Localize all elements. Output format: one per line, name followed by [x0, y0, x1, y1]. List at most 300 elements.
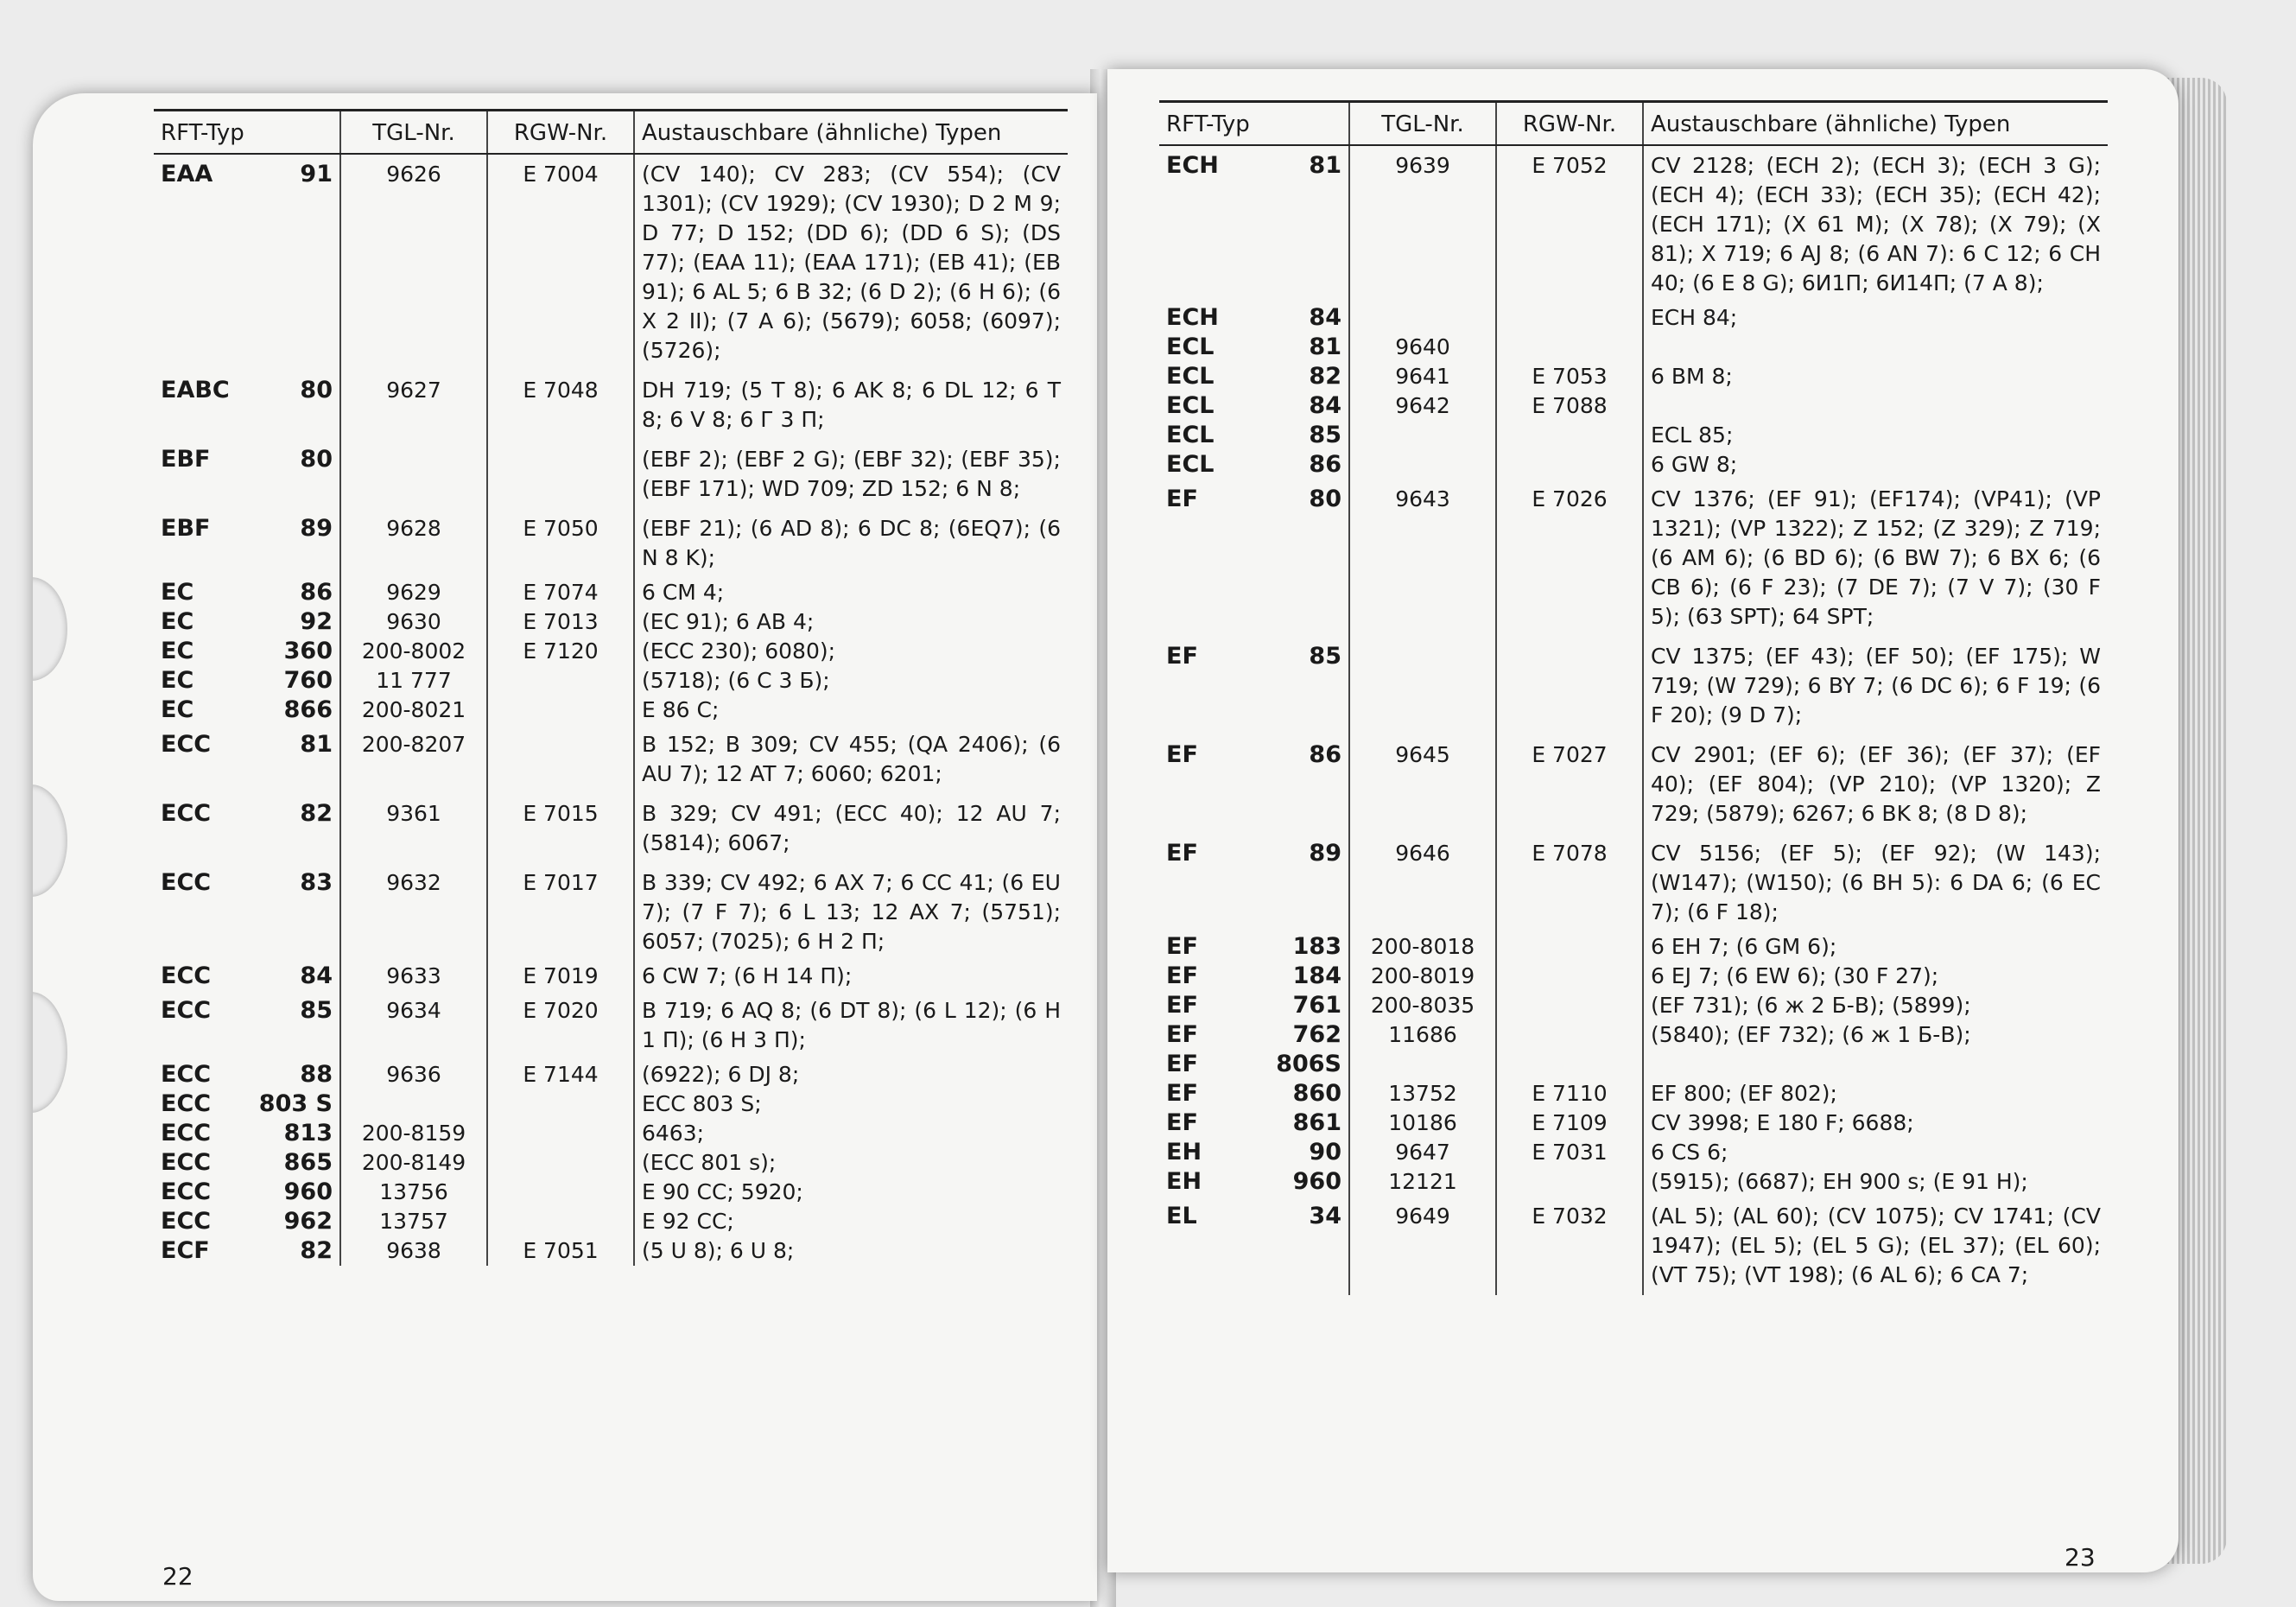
tube-type — [1159, 391, 1349, 421]
rgw-number: E 7120 — [487, 637, 634, 666]
tube-type — [1159, 1050, 1349, 1079]
tube-family: ECL — [1166, 392, 1215, 419]
tgl-number: 9646 — [1349, 834, 1496, 932]
tube-suffix: 866 — [283, 696, 333, 723]
tube-type — [1159, 735, 1349, 834]
tube-suffix: 813 — [283, 1120, 333, 1146]
tube-family: ECC — [161, 731, 212, 758]
tube-type — [1159, 932, 1349, 962]
tgl-number: 9645 — [1349, 735, 1496, 834]
rgw-number: E 7078 — [1496, 834, 1643, 932]
tube-suffix: 92 — [300, 608, 333, 635]
tube-family: EC — [161, 667, 194, 694]
table-row — [1159, 991, 2108, 1020]
tgl-number — [1349, 303, 1496, 333]
tube-type — [1159, 362, 1349, 391]
tube-type — [154, 962, 340, 991]
tgl-number: 9626 — [340, 154, 487, 371]
tube-family: ECC — [161, 869, 212, 896]
tube-family: EBF — [161, 515, 211, 542]
tgl-number: 9634 — [340, 991, 487, 1060]
tgl-number: 200-8021 — [340, 696, 487, 725]
tube-type — [154, 1089, 340, 1119]
alternatives: (5915); (6687); EH 900 s; (E 91 H); — [1643, 1167, 2108, 1197]
tgl-number: 9643 — [1349, 480, 1496, 637]
table-row — [1159, 450, 2108, 480]
alternatives: E 92 CC; — [634, 1207, 1068, 1236]
tube-suffix: 85 — [300, 997, 333, 1024]
alternatives — [1643, 333, 2108, 362]
tube-suffix: 81 — [1309, 152, 1341, 179]
alternatives: ECL 85; — [1643, 421, 2108, 450]
alternatives: B 719; 6 AQ 8; (6 DT 8); (6 L 12); (6 H 1 П); (6 H 3 П); — [634, 991, 1068, 1060]
tgl-number: 13756 — [340, 1178, 487, 1207]
tube-suffix: 82 — [1309, 363, 1341, 390]
tube-suffix: 803 S — [258, 1090, 333, 1117]
tube-suffix: 85 — [1309, 422, 1341, 448]
rgw-number — [1496, 637, 1643, 735]
alternatives: (AL 5); (AL 60); (CV 1075); CV 1741; (CV 1947); (EL 5); (EL 5 G); (EL 37); (EL 60); (VT 75); (VT 198); (6 AL 6); 6 CA 7; — [1643, 1197, 2108, 1295]
tube-family: EH — [1166, 1139, 1202, 1166]
tgl-number: 9647 — [1349, 1138, 1496, 1167]
table-row — [154, 637, 1068, 666]
table-row — [154, 962, 1068, 991]
rgw-number: E 7053 — [1496, 362, 1643, 391]
table-row — [154, 509, 1068, 578]
col-header-rgw: RGW-Nr. — [1496, 102, 1643, 146]
tube-family: ECC — [161, 1208, 212, 1235]
thumb-index-notch — [33, 992, 67, 1113]
rgw-number — [487, 725, 634, 794]
tube-family: EF — [1166, 933, 1198, 960]
table-row — [154, 1148, 1068, 1178]
table-row — [154, 696, 1068, 725]
tube-family: EF — [1166, 741, 1198, 768]
tube-family: EC — [161, 608, 194, 635]
col-header-rft: RFT-Typ — [154, 111, 340, 155]
rgw-number: E 7050 — [487, 509, 634, 578]
table-row — [154, 1207, 1068, 1236]
tube-suffix: 960 — [283, 1178, 333, 1205]
tube-family: ECL — [1166, 451, 1215, 478]
tgl-number: 9639 — [1349, 145, 1496, 303]
tube-family: EF — [1166, 1109, 1198, 1136]
alternatives: CV 1376; (EF 91); (EF174); (VP41); (VP 1321); (VP 1322); Z 152; (Z 329); Z 719; (6 AM 6); (6 BD 6); (6 BW 7); 6 BX 6; (6 CB 6); (6 F 23); (7 DE 7); (7 V 7); (30 F 5); (63 SPT); 64 SPT; — [1643, 480, 2108, 637]
rgw-number — [1496, 333, 1643, 362]
table-row — [154, 794, 1068, 863]
table-row — [154, 863, 1068, 962]
alternatives: 6 CW 7; (6 H 14 П); — [634, 962, 1068, 991]
tube-suffix: 85 — [1309, 643, 1341, 670]
tube-suffix: 80 — [300, 446, 333, 473]
tgl-number: 12121 — [1349, 1167, 1496, 1197]
tube-type — [154, 607, 340, 637]
alternatives: 6 EH 7; (6 GM 6); — [1643, 932, 2108, 962]
alternatives: CV 3998; E 180 F; 6688; — [1643, 1108, 2108, 1138]
rgw-number — [487, 1119, 634, 1148]
alternatives: ECC 803 S; — [634, 1089, 1068, 1119]
tube-type — [1159, 145, 1349, 303]
table-row — [1159, 1167, 2108, 1197]
tube-suffix: 90 — [1309, 1139, 1341, 1166]
alternatives: 6 EJ 7; (6 EW 6); (30 F 27); — [1643, 962, 2108, 991]
tube-suffix: 865 — [283, 1149, 333, 1176]
table-row — [154, 1119, 1068, 1148]
rgw-number — [1496, 1050, 1643, 1079]
rgw-number: E 7052 — [1496, 145, 1643, 303]
table-row — [1159, 735, 2108, 834]
tgl-number: 10186 — [1349, 1108, 1496, 1138]
rgw-number — [487, 696, 634, 725]
rgw-number — [1496, 1167, 1643, 1197]
table-row — [1159, 1197, 2108, 1295]
table-row — [1159, 1138, 2108, 1167]
tube-family: EC — [161, 579, 194, 606]
table-row — [1159, 391, 2108, 421]
tube-type — [154, 991, 340, 1060]
rgw-number: E 7013 — [487, 607, 634, 637]
table-row — [1159, 637, 2108, 735]
table-row — [1159, 962, 2108, 991]
tube-suffix: 960 — [1292, 1168, 1341, 1195]
tube-family: ECL — [1166, 422, 1215, 448]
alternatives: (ECC 230); 6080); — [634, 637, 1068, 666]
tube-family: ECC — [161, 1090, 212, 1117]
table-row — [1159, 1108, 2108, 1138]
alternatives: (ECC 801 s); — [634, 1148, 1068, 1178]
alternatives: (CV 140); CV 283; (CV 554); (CV 1301); (CV 1929); (CV 1930); D 2 M 9; D 77; D 152; (DD 6); (DD 6 S); (DS 77); (EAA 11); (EAA 171); (EB 41); (EB 91); 6 AL 5; 6 B 32; (6 D 2); (6 H 6); (6 X 2 II); (7 A 6); (5679); 6058; (6097); (5726); — [634, 154, 1068, 371]
tube-type — [154, 1119, 340, 1148]
tgl-number: 200-8018 — [1349, 932, 1496, 962]
alternatives: 6 CS 6; — [1643, 1138, 2108, 1167]
table-row — [1159, 362, 2108, 391]
col-header-tgl: TGL-Nr. — [340, 111, 487, 155]
tube-suffix: 88 — [300, 1061, 333, 1088]
tube-family: ECL — [1166, 333, 1215, 360]
table-row — [154, 666, 1068, 696]
tube-type — [154, 509, 340, 578]
tube-suffix: 860 — [1292, 1080, 1341, 1107]
tube-type — [154, 1178, 340, 1207]
table-row — [1159, 421, 2108, 450]
rgw-number — [487, 1089, 634, 1119]
tube-type — [154, 440, 340, 509]
tube-suffix: 80 — [1309, 486, 1341, 512]
tgl-number: 11 777 — [340, 666, 487, 696]
rgw-number — [1496, 1020, 1643, 1050]
table-row — [154, 1178, 1068, 1207]
alternatives: (5840); (EF 732); (6 ж 1 Б-В); — [1643, 1020, 2108, 1050]
tgl-number: 9640 — [1349, 333, 1496, 362]
alternatives: ECH 84; — [1643, 303, 2108, 333]
table-row — [154, 1089, 1068, 1119]
tube-family: ECH — [1166, 304, 1219, 331]
tgl-number: 9629 — [340, 578, 487, 607]
tube-suffix: 360 — [283, 638, 333, 664]
tube-family: EL — [1166, 1203, 1197, 1229]
tgl-number: 200-8002 — [340, 637, 487, 666]
tube-type — [154, 1207, 340, 1236]
col-header-tgl: TGL-Nr. — [1349, 102, 1496, 146]
alternatives: 6463; — [634, 1119, 1068, 1148]
alternatives: B 152; B 309; CV 455; (QA 2406); (6 AU 7); 12 AT 7; 6060; 6201; — [634, 725, 1068, 794]
alternatives: B 329; CV 491; (ECC 40); 12 AU 7; (5814); 6067; — [634, 794, 1068, 863]
tgl-number: 9627 — [340, 371, 487, 440]
rgw-number — [1496, 991, 1643, 1020]
tube-type — [154, 794, 340, 863]
tube-type — [1159, 962, 1349, 991]
table-row — [1159, 1050, 2108, 1079]
rgw-number — [1496, 962, 1643, 991]
tube-type — [154, 863, 340, 962]
tube-suffix: 962 — [283, 1208, 333, 1235]
rgw-number: E 7015 — [487, 794, 634, 863]
table-row — [1159, 1020, 2108, 1050]
table-row — [1159, 480, 2108, 637]
page-number: 22 — [162, 1562, 193, 1591]
rgw-number: E 7074 — [487, 578, 634, 607]
tube-type — [154, 371, 340, 440]
tube-type — [1159, 1138, 1349, 1167]
alternatives: (EC 91); 6 AB 4; — [634, 607, 1068, 637]
tube-type — [1159, 303, 1349, 333]
table-row — [154, 607, 1068, 637]
tube-suffix: 84 — [1309, 304, 1341, 331]
tube-type — [1159, 834, 1349, 932]
rgw-number: E 7109 — [1496, 1108, 1643, 1138]
tube-family: ECL — [1166, 363, 1215, 390]
tube-suffix: 183 — [1292, 933, 1341, 960]
rgw-number — [1496, 421, 1643, 450]
thumb-index-notch — [33, 577, 67, 681]
rgw-number: E 7027 — [1496, 735, 1643, 834]
alternatives: 6 GW 8; — [1643, 450, 2108, 480]
alternatives: DH 719; (5 T 8); 6 AK 8; 6 DL 12; 6 T 8; 6 V 8; 6 Г 3 П; — [634, 371, 1068, 440]
alternatives: CV 1375; (EF 43); (EF 50); (EF 175); W 719; (W 729); 6 BY 7; (6 DC 6); 6 F 19; (6 F 20); (9 D 7); — [1643, 637, 2108, 735]
tube-family: ECC — [161, 1061, 212, 1088]
tube-suffix: 84 — [1309, 392, 1341, 419]
tube-type — [1159, 1079, 1349, 1108]
tgl-number: 9641 — [1349, 362, 1496, 391]
tube-type — [1159, 333, 1349, 362]
tgl-number: 9633 — [340, 962, 487, 991]
tgl-number: 200-8019 — [1349, 962, 1496, 991]
tube-type — [1159, 1108, 1349, 1138]
tube-suffix: 91 — [300, 161, 333, 187]
tgl-number — [1349, 450, 1496, 480]
thumb-index-notch — [33, 784, 67, 897]
tube-suffix: 34 — [1309, 1203, 1341, 1229]
alternatives: (5 U 8); 6 U 8; — [634, 1236, 1068, 1266]
rgw-number: E 7144 — [487, 1060, 634, 1089]
alternatives: E 90 CC; 5920; — [634, 1178, 1068, 1207]
tgl-number: 9636 — [340, 1060, 487, 1089]
tube-suffix: 81 — [1309, 333, 1341, 360]
rgw-number — [487, 440, 634, 509]
rgw-number — [487, 666, 634, 696]
tube-type — [154, 154, 340, 371]
tube-family: EF — [1166, 1021, 1198, 1048]
tube-suffix: 184 — [1292, 962, 1341, 989]
tgl-number: 13757 — [340, 1207, 487, 1236]
tube-suffix: 806S — [1276, 1051, 1341, 1077]
table-row — [154, 578, 1068, 607]
tube-suffix: 89 — [1309, 840, 1341, 867]
tube-suffix: 760 — [283, 667, 333, 694]
rgw-number — [487, 1178, 634, 1207]
rgw-number — [1496, 932, 1643, 962]
col-header-rft: RFT-Typ — [1159, 102, 1349, 146]
rgw-number — [487, 1207, 634, 1236]
tgl-number: 9638 — [340, 1236, 487, 1266]
tube-type — [1159, 421, 1349, 450]
tgl-number: 200-8035 — [1349, 991, 1496, 1020]
rgw-number: E 7088 — [1496, 391, 1643, 421]
rgw-number: E 7048 — [487, 371, 634, 440]
tube-family: ECC — [161, 1120, 212, 1146]
tube-table-right — [1159, 100, 2108, 1295]
rgw-number: E 7017 — [487, 863, 634, 962]
tgl-number: 9628 — [340, 509, 487, 578]
alternatives: EF 800; (EF 802); — [1643, 1079, 2108, 1108]
tgl-number: 9632 — [340, 863, 487, 962]
tgl-number: 200-8159 — [340, 1119, 487, 1148]
tube-suffix: 86 — [1309, 451, 1341, 478]
alternatives: (5718); (6 C 3 Б); — [634, 666, 1068, 696]
table-row — [1159, 932, 2108, 962]
tube-family: EAA — [161, 161, 213, 187]
rgw-number: E 7032 — [1496, 1197, 1643, 1295]
tube-suffix: 81 — [300, 731, 333, 758]
tgl-number — [1349, 1050, 1496, 1079]
table-row — [154, 725, 1068, 794]
tube-family: EBF — [161, 446, 211, 473]
tgl-number: 9642 — [1349, 391, 1496, 421]
table-row — [1159, 834, 2108, 932]
tube-family: ECC — [161, 997, 212, 1024]
tgl-number: 9649 — [1349, 1197, 1496, 1295]
tube-family: ECC — [161, 1178, 212, 1205]
tube-type — [154, 696, 340, 725]
alternatives: (EBF 2); (EBF 2 G); (EBF 32); (EBF 35); (EBF 171); WD 709; ZD 152; 6 N 8; — [634, 440, 1068, 509]
left-page — [33, 93, 1097, 1601]
tube-family: ECH — [1166, 152, 1219, 179]
tube-family: EF — [1166, 840, 1198, 867]
tube-family: EF — [1166, 643, 1198, 670]
tube-type — [154, 1236, 340, 1266]
tube-family: EC — [161, 638, 194, 664]
tube-suffix: 86 — [300, 579, 333, 606]
table-row — [154, 991, 1068, 1060]
tube-family: ECC — [161, 1149, 212, 1176]
table-row — [1159, 333, 2108, 362]
tgl-number: 9630 — [340, 607, 487, 637]
tube-family: ECC — [161, 800, 212, 827]
tube-suffix: 762 — [1292, 1021, 1341, 1048]
rgw-number: E 7020 — [487, 991, 634, 1060]
right-page — [1107, 69, 2179, 1572]
rgw-number — [1496, 450, 1643, 480]
rgw-number: E 7110 — [1496, 1079, 1643, 1108]
tube-type — [154, 1060, 340, 1089]
tgl-number: 11686 — [1349, 1020, 1496, 1050]
alternatives: CV 5156; (EF 5); (EF 92); (W 143); (W147); (W150); (6 BH 5): 6 DA 6; (6 EC 7); (6 F 18); — [1643, 834, 2108, 932]
tube-suffix: 84 — [300, 962, 333, 989]
tube-suffix: 82 — [300, 1237, 333, 1264]
tube-suffix: 83 — [300, 869, 333, 896]
tgl-number: 200-8207 — [340, 725, 487, 794]
tgl-number: 9361 — [340, 794, 487, 863]
alternatives: 6 CM 4; — [634, 578, 1068, 607]
alternatives — [1643, 1050, 2108, 1079]
tube-type — [1159, 637, 1349, 735]
alternatives: (EBF 21); (6 AD 8); 6 DC 8; (6EQ7); (6 N 8 K); — [634, 509, 1068, 578]
alternatives: (EF 731); (6 ж 2 Б-В); (5899); — [1643, 991, 2108, 1020]
tube-type — [154, 1148, 340, 1178]
tube-family: EF — [1166, 1051, 1198, 1077]
table-row — [1159, 145, 2108, 303]
page-number: 23 — [2064, 1543, 2096, 1572]
table-row — [154, 440, 1068, 509]
tube-family: EF — [1166, 962, 1198, 989]
tgl-number — [1349, 637, 1496, 735]
rgw-number: E 7031 — [1496, 1138, 1643, 1167]
alternatives: CV 2901; (EF 6); (EF 36); (EF 37); (EF 40); (EF 804); (VP 210); (VP 1320); Z 729; (5879); 6267; 6 BK 8; (8 D 8); — [1643, 735, 2108, 834]
table-row — [1159, 1079, 2108, 1108]
tube-suffix: 80 — [300, 377, 333, 403]
table-row — [154, 154, 1068, 371]
rgw-number: E 7004 — [487, 154, 634, 371]
alternatives: 6 BM 8; — [1643, 362, 2108, 391]
tube-family: EH — [1166, 1168, 1202, 1195]
rgw-number: E 7019 — [487, 962, 634, 991]
tube-type — [1159, 1197, 1349, 1295]
tube-type — [154, 666, 340, 696]
tube-table-left — [154, 109, 1068, 1266]
tgl-number — [340, 440, 487, 509]
tube-type — [1159, 1020, 1349, 1050]
tube-family: ECC — [161, 962, 212, 989]
alternatives: B 339; CV 492; 6 AX 7; 6 CC 41; (6 EU 7); (7 F 7); 6 L 13; 12 AX 7; (5751); 6057; (7025); 6 H 2 П; — [634, 863, 1068, 962]
rgw-number: E 7026 — [1496, 480, 1643, 637]
tube-family: EF — [1166, 1080, 1198, 1107]
rgw-number — [1496, 303, 1643, 333]
col-header-alt: Austauschbare (ähnliche) Typen — [1643, 102, 2108, 146]
table-row — [154, 1236, 1068, 1266]
table-row — [154, 371, 1068, 440]
rgw-number: E 7051 — [487, 1236, 634, 1266]
tube-family: EABC — [161, 377, 230, 403]
tube-suffix: 761 — [1292, 992, 1341, 1019]
col-header-rgw: RGW-Nr. — [487, 111, 634, 155]
tube-type — [1159, 450, 1349, 480]
tube-suffix: 89 — [300, 515, 333, 542]
tube-suffix: 86 — [1309, 741, 1341, 768]
tgl-number — [1349, 421, 1496, 450]
tgl-number: 200-8149 — [340, 1148, 487, 1178]
table-row — [1159, 303, 2108, 333]
alternatives: (6922); 6 DJ 8; — [634, 1060, 1068, 1089]
tube-type — [1159, 1167, 1349, 1197]
tube-type — [154, 578, 340, 607]
col-header-alt: Austauschbare (ähnliche) Typen — [634, 111, 1068, 155]
tgl-number: 13752 — [1349, 1079, 1496, 1108]
tube-suffix: 82 — [300, 800, 333, 827]
alternatives — [1643, 391, 2108, 421]
tube-suffix: 861 — [1292, 1109, 1341, 1136]
tube-type — [1159, 991, 1349, 1020]
tube-family: EF — [1166, 486, 1198, 512]
